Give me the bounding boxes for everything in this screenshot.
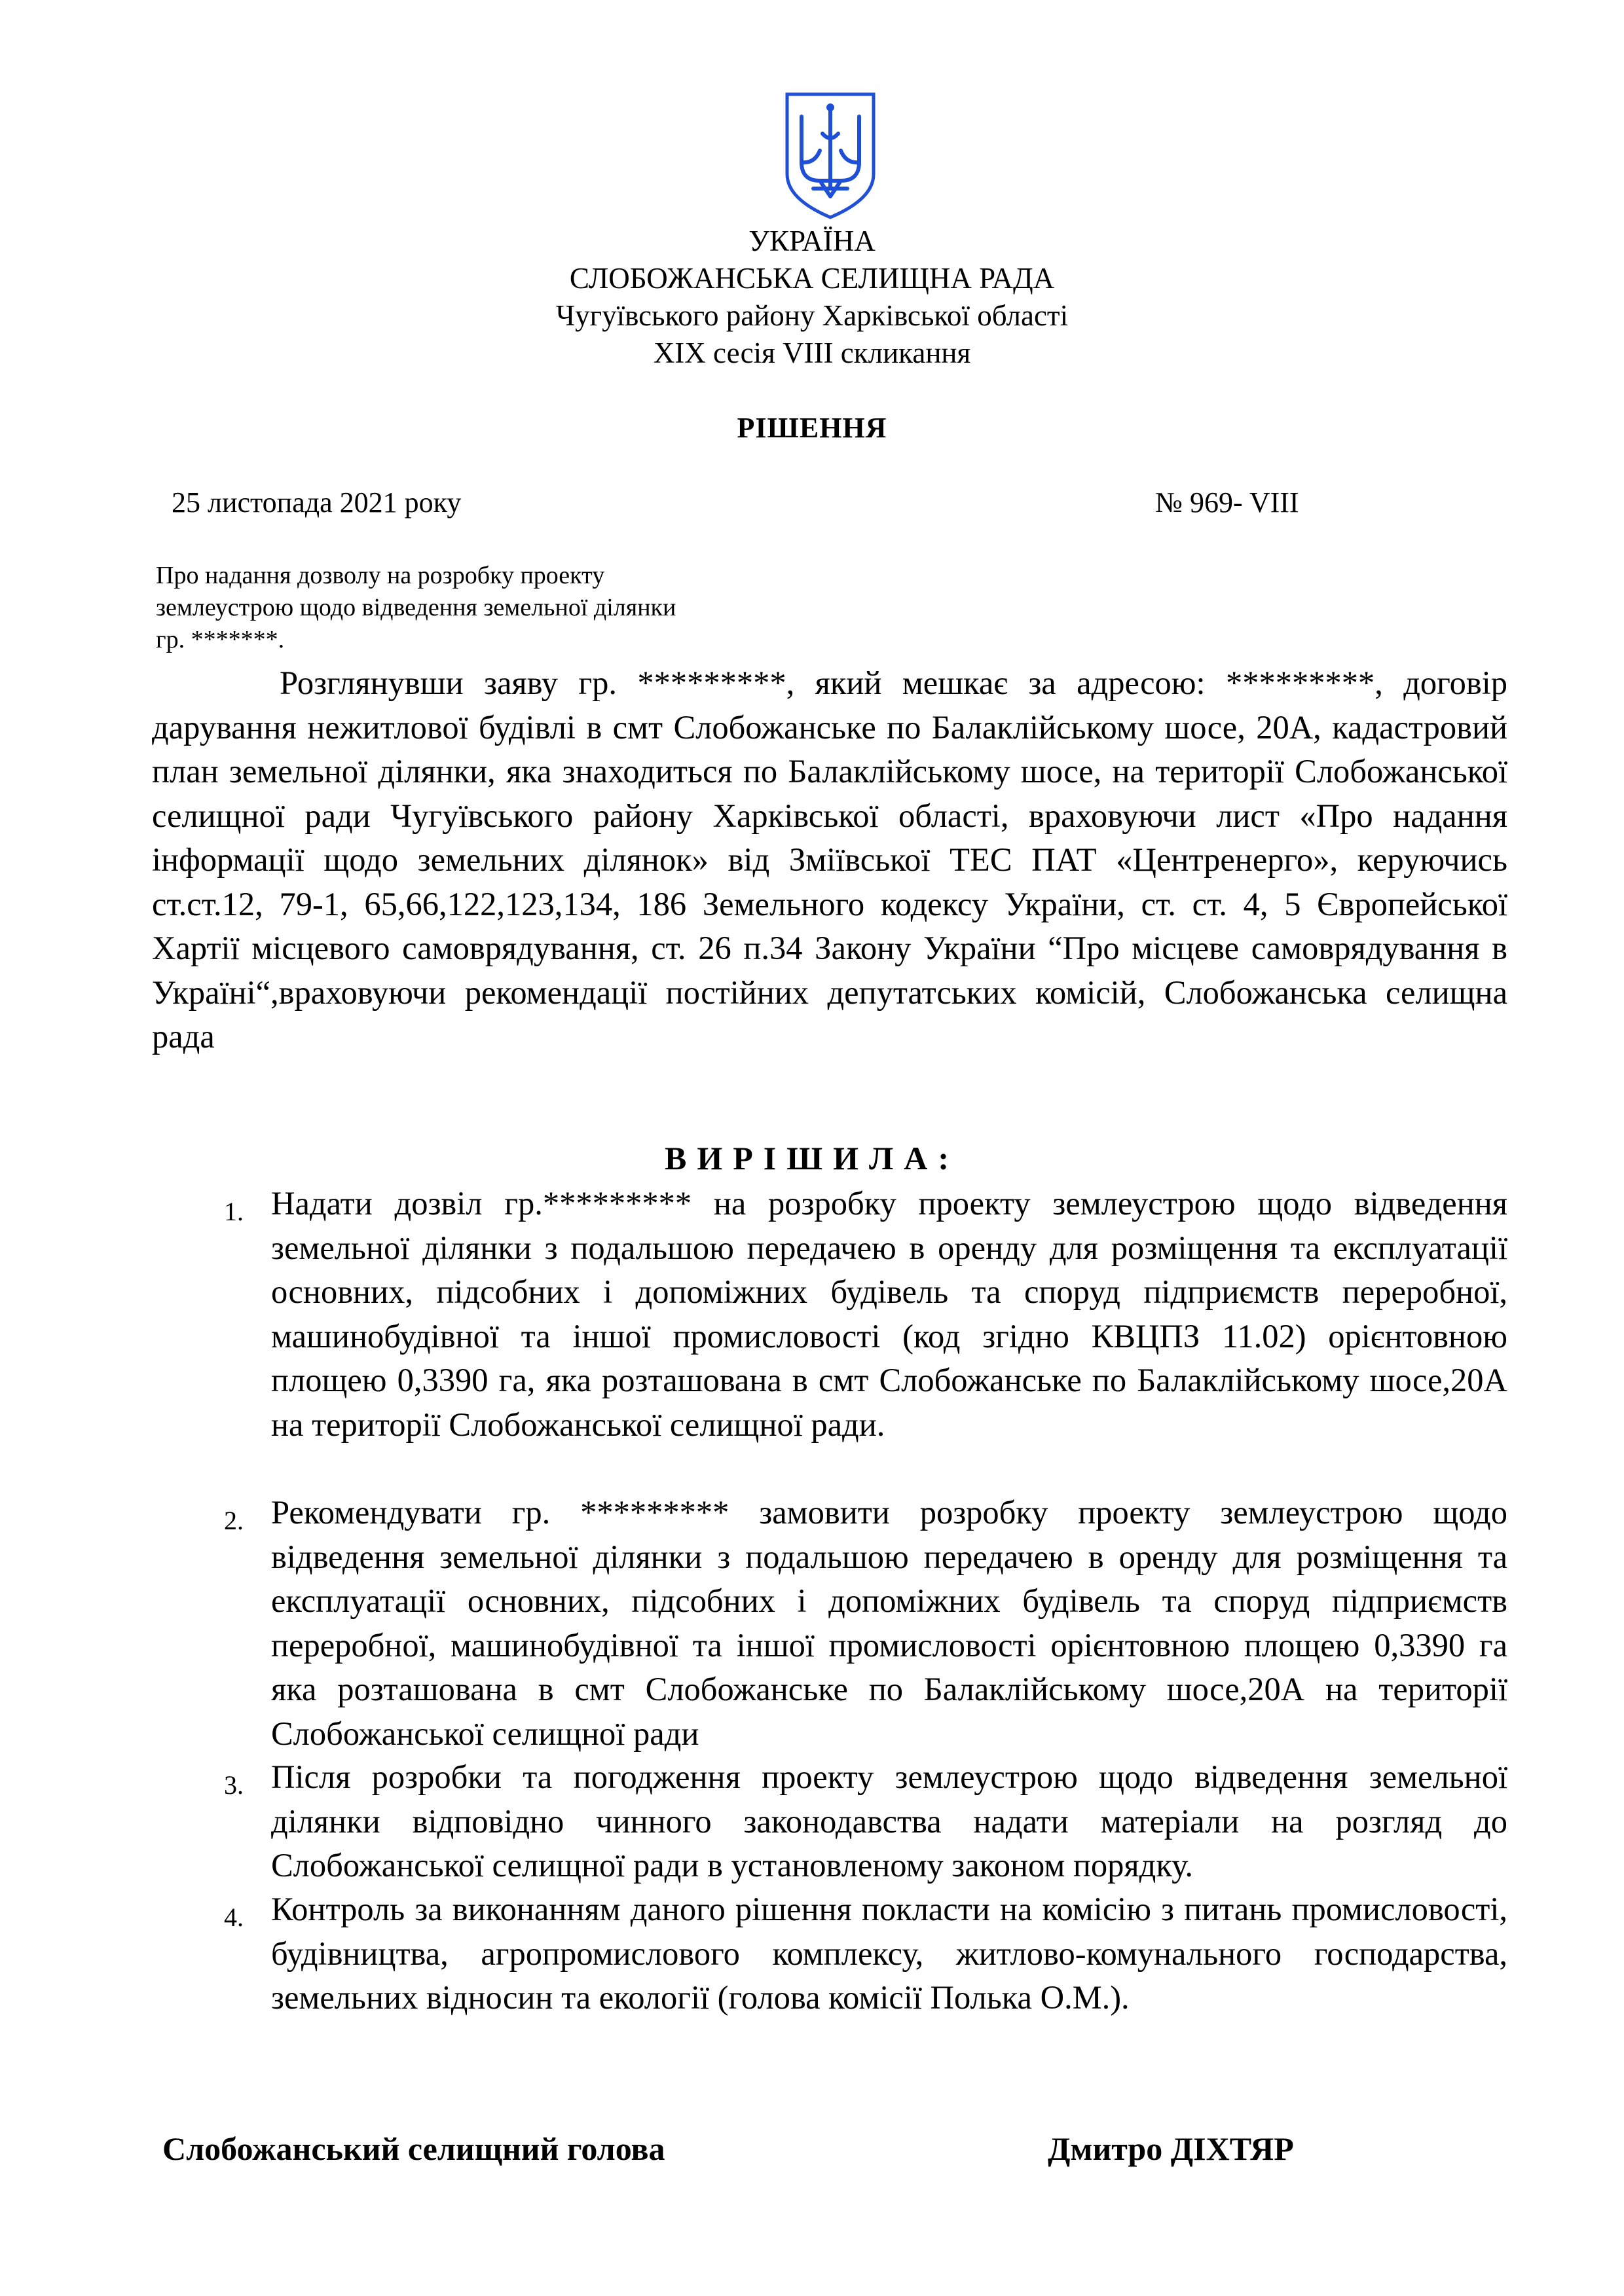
header-council: СЛОБОЖАНСЬКА СЕЛИЩНА РАДА (569, 262, 1055, 295)
header-country: УКРАЇНА (748, 225, 876, 257)
item-text: Рекомендувати гр. ********* замовити розробку проекту землеустрою щодо відведення земельної ділянки з подальшою передачею в оренду для розміщення та експлуатації основних, підсобних і допоміжних будівель та споруд підприємств переробної, машинобудівної та іншої промисловості орієнтовною площею 0,3390 га яка розташована в смт Слобожанське по Балаклійському шосе,20А на території Слобожанської селищної ради (271, 1494, 1507, 1752)
decision-item-2 (224, 1491, 1507, 1756)
resolved-heading: ВИРІШИЛА: (664, 1140, 960, 1176)
coat-of-arms-icon (783, 90, 877, 221)
preamble-paragraph: Розглянувши заяву гр. *********, який мешкає за адресою: *********, договір дарування нежитлової будівлі в смт Слобожанське по Балаклійському шосе, 20А, кадастровий план земельної ділянки, яка знаходиться по Балаклійському шосе, на території Слобожанської селищної ради Чугуївського району Харківської області, враховуючи лист «Про надання інформації щодо земельних ділянок» від Зміївської ТЕС ПАТ «Центренерго», керуючись ст.ст.12, 79-1, 65,66,122,123,134, 186 Земельного кодексу України, ст. ст. 4, 5 Європейської Хартії місцевого самоврядування, ст. 26 п.34 Закону України “Про місцеве самоврядування в Україні“,враховуючи рекомендації постійних депутатських комісій, Слобожанська селищна рада (152, 665, 1507, 1055)
item-number: 2. (224, 1506, 244, 1535)
header-session: XIX сесія VIII скликання (653, 337, 971, 369)
decision-number: № 969- VIII (1155, 486, 1299, 519)
subject-line: гр. *******. (156, 626, 285, 653)
item-text: Контроль за виконанням даного рішення покласти на комісію з питань промисловості, будівництва, агропромислового комплексу, житлово-комунального господарства, земельних відносин та екології (голова комісії Полька О.М.). (271, 1891, 1507, 2016)
subject-line: землеустрою щодо відведення земельної ділянки (156, 594, 676, 621)
item-number: 4. (224, 1903, 244, 1932)
item-text: Надати дозвіл гр.********* на розробку проекту землеустрою щодо відведення земельної ділянки з подальшою передачею в оренду для розміщення та експлуатації основних, підсобних і допоміжних будівель та споруд підприємств переробної, машинобудівної та іншої промисловості (код згідно КВЦПЗ 11.02) орієнтовною площею 0,3390 га, яка розташована в смт Слобожанське по Балаклійському шосе,20А на території Слобожанської селищної ради. (271, 1185, 1507, 1443)
decision-item-3 (224, 1755, 1507, 1888)
subject-line: Про надання дозволу на розробку проекту (156, 562, 605, 589)
item-number: 3. (224, 1770, 244, 1800)
signature-name: Дмитро ДІХТЯР (1048, 2130, 1294, 2167)
decision-item-4 (224, 1887, 1507, 2020)
item-number: 1. (224, 1197, 244, 1226)
decision-date: 25 листопада 2021 року (172, 486, 462, 519)
item-text: Після розробки та погодження проекту землеустрою щодо відведення земельної ділянки відповідно чинного законодавства надати матеріали на розгляд до Слобожанської селищної ради в установленому законом порядку. (271, 1758, 1507, 1884)
decision-item-1 (224, 1182, 1507, 1447)
signature-position: Слобожанський селищний голова (162, 2130, 665, 2167)
decision-subject (156, 560, 876, 656)
document-title: РІШЕННЯ (737, 412, 887, 444)
header-district: Чугуївського району Харківської області (555, 299, 1069, 332)
